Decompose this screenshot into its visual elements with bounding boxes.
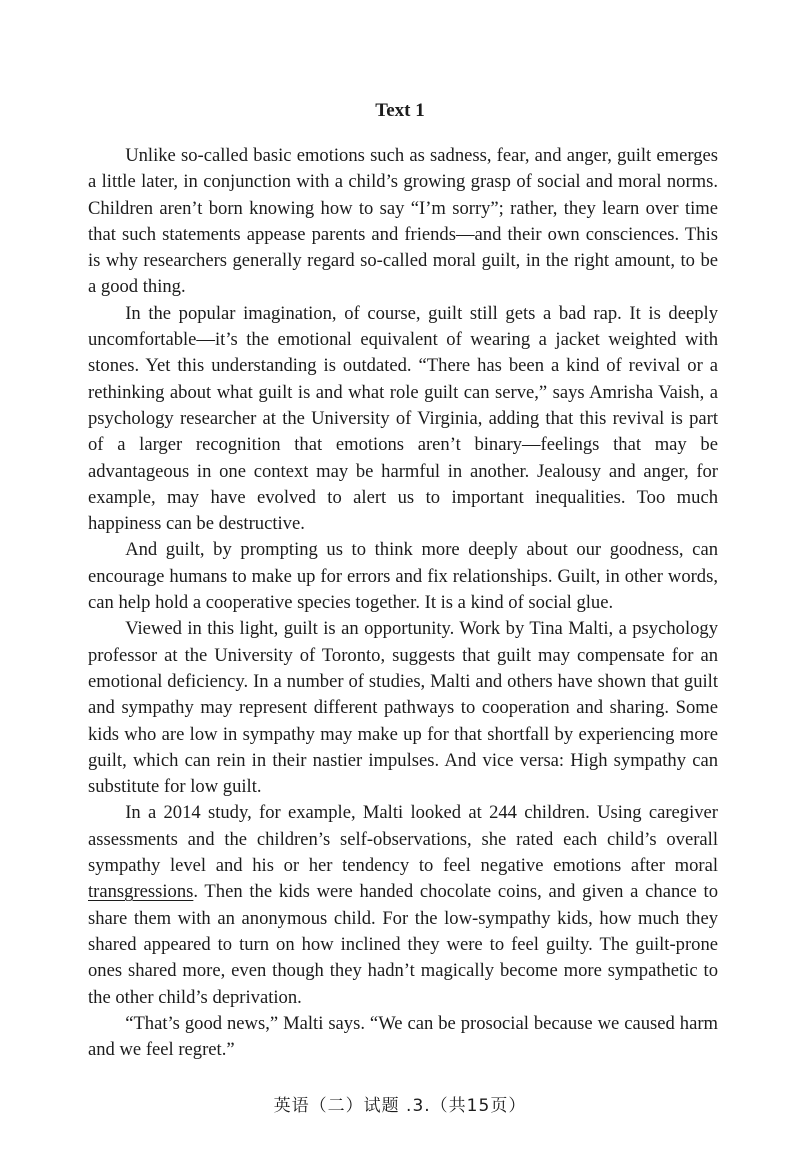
- page-footer: 英语（二）试题 .3.（共15页）: [273, 1096, 527, 1116]
- paragraph-1-text: Unlike so-called basic emotions such as sadness, fear, and anger, guilt emerges a little later, in conjunction with a child’s growing grasp of social and moral norms. Children aren’t born knowing how to say “I’m sorry”; rather, they learn over time that such statements appease parents and friends—and their own consciences. This is why researchers generally regard so-called moral guilt, in the right amount, to be a good thing.: [88, 145, 718, 298]
- passage-body: [88, 143, 718, 1063]
- passage-title: Text 1: [375, 100, 425, 121]
- paragraph-4: [88, 616, 718, 800]
- paragraph-4-text: Viewed in this light, guilt is an opportunity. Work by Tina Malti, a psychology professor at the University of Toronto, suggests that guilt may compensate for an emotional deficiency. In a number of studies, Malti and others have shown that guilt and sympathy may represent different pathways to cooperation and sharing. Some kids who are low in sympathy may make up for that shortfall by experiencing more guilt, which can rein in their nastier impulses. And vice versa: High sympathy can substitute for low guilt.: [88, 618, 718, 798]
- paragraph-5: [88, 800, 718, 1010]
- paragraph-5-text-a: In a 2014 study, for example, Malti looked at 244 children. Using caregiver assessments and the children’s self-observations, she rated each child’s overall sympathy level and his or her tendency to feel negative emotions after moral: [88, 802, 718, 877]
- underlined-word: transgressions: [88, 881, 194, 903]
- paragraph-6: [88, 1011, 718, 1064]
- paragraph-2: [88, 301, 718, 538]
- paragraph-3: [88, 537, 718, 616]
- paragraph-5-text-b: . Then the kids were handed chocolate coins, and given a chance to share them with an anonymous child. For the low-sympathy kids, how much they shared appeared to turn on how inclined they were to feel guilty. The guilt-prone ones shared more, even though they hadn’t magically become more sympathetic to the other child’s deprivation.: [88, 881, 718, 1008]
- paragraph-3-text: And guilt, by prompting us to think more deeply about our goodness, can encourage humans to make up for errors and fix relationships. Guilt, in other words, can help hold a cooperative species together. It is a kind of social glue.: [88, 539, 718, 614]
- paragraph-6-text: “That’s good news,” Malti says. “We can be prosocial because we caused harm and we feel regret.”: [88, 1012, 718, 1061]
- paragraph-2-text: In the popular imagination, of course, guilt still gets a bad rap. It is deeply uncomfortable—it’s the emotional equivalent of wearing a jacket weighted with stones. Yet this understanding is outdated. “There has been a kind of revival or a rethinking about what guilt is and what role guilt can serve,” says Amrisha Vaish, a psychology researcher at the University of Virginia, adding that this revival is part of a larger recognition that emotions aren’t binary—feelings that may be advantageous in one context may be harmful in another. Jealousy and anger, for example, may have evolved to alert us to important inequalities. Too much happiness can be destructive.: [88, 302, 718, 535]
- paragraph-1: [88, 143, 718, 301]
